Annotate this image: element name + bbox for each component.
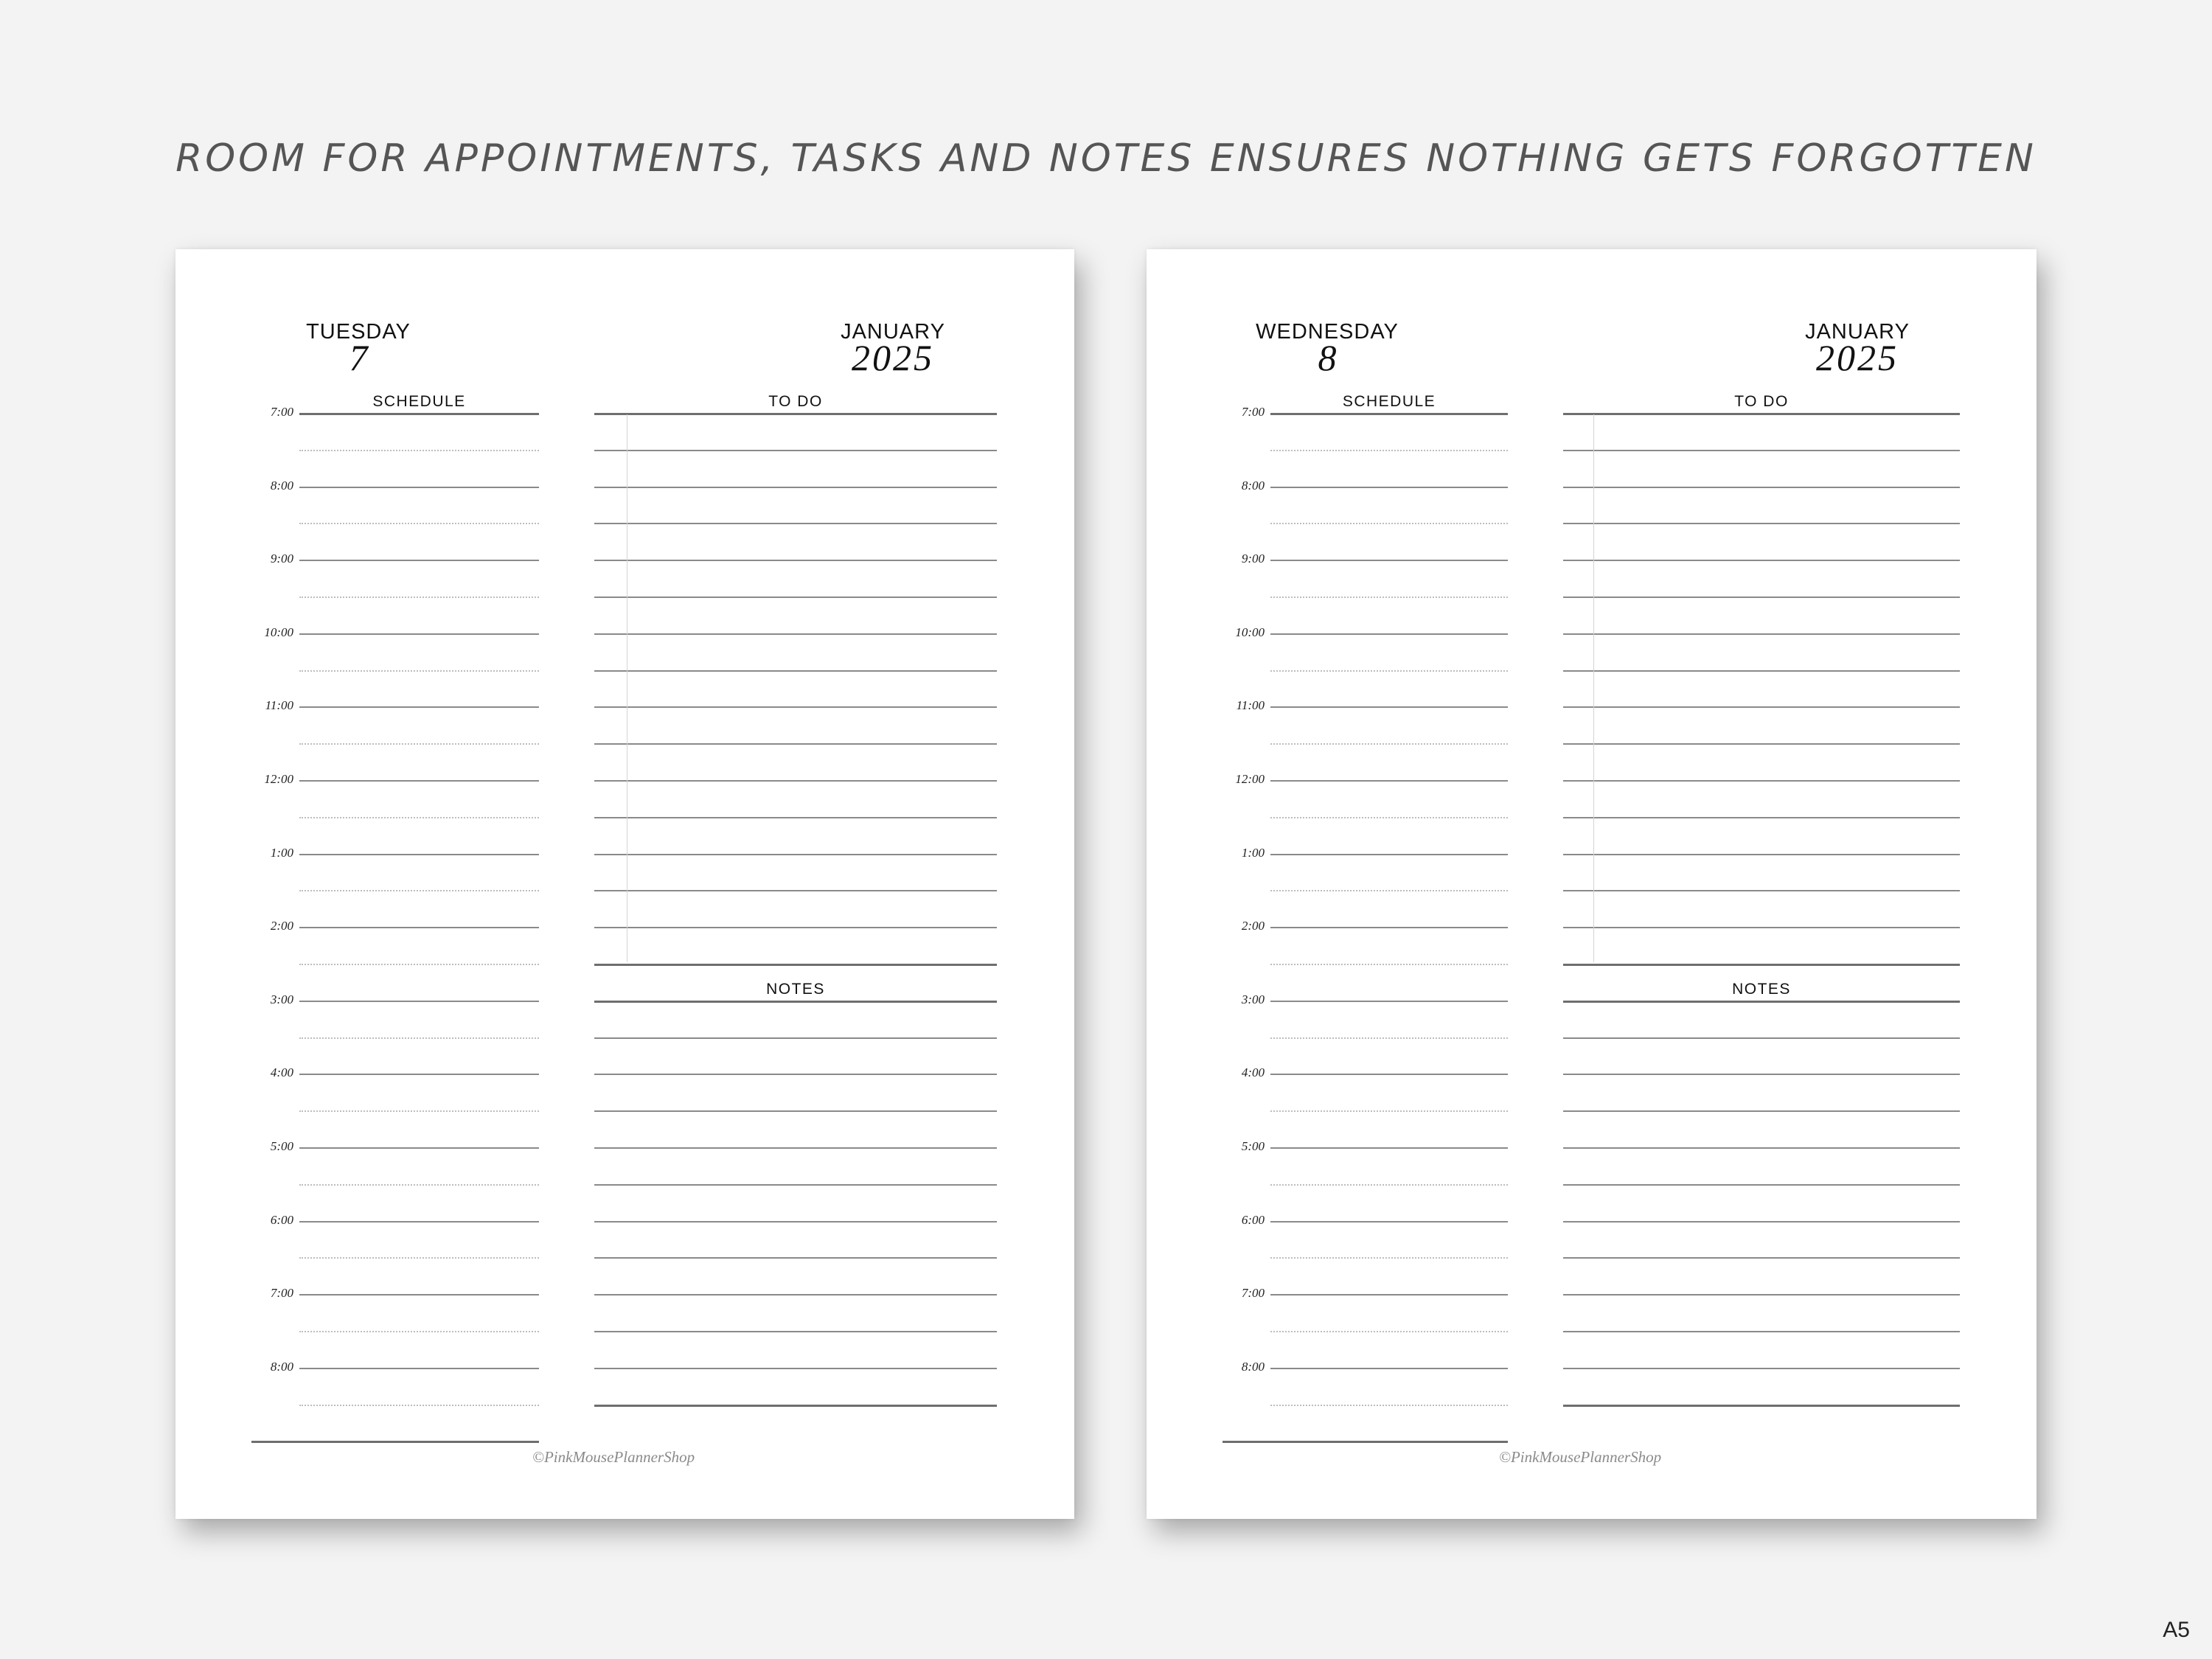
notes-line [1563,1147,1960,1149]
schedule-half-hour-line [299,1037,539,1039]
todo-line [594,560,997,561]
schedule-hour-line [1270,413,1508,415]
schedule-half-hour-line [299,1331,539,1332]
schedule-label: SCHEDULE [372,393,466,410]
planner-page-tuesday [175,249,1074,1519]
time-label: 6:00 [1241,1212,1265,1227]
schedule-hour-line [299,633,539,635]
time-label: 12:00 [1235,772,1265,786]
time-label: 8:00 [270,478,293,493]
notes-line [1563,1257,1960,1259]
todo-line [1563,964,1960,966]
schedule-hour-line [299,1294,539,1295]
schedule-bottom-line [1222,1441,1508,1443]
todo-line [1563,597,1960,598]
schedule-hour-line [299,1147,539,1149]
day-name: TUESDAY [306,320,411,344]
todo-line [1563,633,1960,635]
todo-line [594,964,997,966]
notes-line [1563,1331,1960,1332]
todo-line [1563,560,1960,561]
time-label: 3:00 [1241,992,1265,1006]
time-label: 10:00 [1235,625,1265,639]
schedule-hour-line [1270,560,1508,561]
notes-label: NOTES [766,980,825,998]
time-label: 11:00 [265,698,293,713]
todo-line [594,450,997,451]
schedule-hour-line [1270,1221,1508,1222]
schedule-half-hour-line [299,890,539,891]
time-label: 4:00 [1241,1065,1265,1080]
todo-line [594,890,997,891]
notes-line [594,1147,997,1149]
schedule-hour-line [1270,1074,1508,1075]
schedule-half-hour-line [299,450,539,451]
time-label: 5:00 [1241,1139,1265,1153]
schedule-hour-line [1270,927,1508,928]
schedule-half-hour-line [1270,1257,1508,1259]
time-label: 8:00 [270,1359,293,1374]
notes-line [1563,1001,1960,1003]
shop-signature: ©PinkMousePlannerShop [1499,1448,1662,1467]
todo-line [594,523,997,524]
schedule-hour-line [299,413,539,415]
todo-line [594,817,997,818]
day-name: WEDNESDAY [1256,320,1399,344]
schedule-hour-line [1270,633,1508,635]
schedule-half-hour-line [299,964,539,965]
todo-line [1563,890,1960,891]
time-label: 7:00 [270,405,293,419]
time-label: 2:00 [270,919,293,933]
notes-line [594,1074,997,1075]
time-label: 7:00 [270,1286,293,1301]
time-label: 4:00 [270,1065,293,1080]
todo-line [594,854,997,855]
schedule-half-hour-line [1270,597,1508,598]
schedule-half-hour-line [1270,1184,1508,1186]
day-number: 8 [1318,337,1337,378]
headline: ROOM FOR APPOINTMENTS, TASKS AND NOTES ENSURES NOTHING GETS FORGOTTEN [175,136,2037,181]
schedule-hour-line [299,854,539,855]
notes-line [594,1257,997,1259]
notes-line [594,1110,997,1112]
todo-line [594,670,997,672]
notes-line [1563,1405,1960,1407]
schedule-half-hour-line [299,1405,539,1406]
notes-line [594,1331,997,1332]
schedule-hour-line [1270,487,1508,488]
schedule-half-hour-line [1270,1331,1508,1332]
todo-line [594,633,997,635]
paper-size-label: A5 [2163,1618,2190,1642]
planner-page-wednesday [1147,249,2037,1519]
time-label: 2:00 [1241,919,1265,933]
schedule-hour-line [1270,1294,1508,1295]
todo-line [1563,927,1960,928]
todo-line [594,927,997,928]
time-label: 7:00 [1241,405,1265,419]
schedule-hour-line [299,1221,539,1222]
schedule-half-hour-line [1270,964,1508,965]
todo-label: TO DO [1734,393,1789,410]
time-label: 1:00 [1241,845,1265,860]
todo-line [1563,706,1960,708]
schedule-half-hour-line [299,597,539,598]
schedule-half-hour-line [1270,1405,1508,1406]
todo-line [1563,413,1960,415]
todo-line [1563,523,1960,524]
schedule-hour-line [1270,706,1508,708]
month-name: JANUARY [1805,320,1910,344]
schedule-half-hour-line [1270,450,1508,451]
schedule-hour-line [1270,780,1508,782]
notes-line [594,1368,997,1369]
schedule-bottom-line [251,1441,539,1443]
todo-line [1563,854,1960,855]
schedule-half-hour-line [1270,523,1508,524]
notes-label: NOTES [1732,980,1791,998]
schedule-half-hour-line [1270,670,1508,672]
notes-line [594,1405,997,1407]
schedule-label: SCHEDULE [1342,393,1436,410]
schedule-hour-line [299,706,539,708]
notes-line [1563,1110,1960,1112]
schedule-hour-line [1270,1147,1508,1149]
time-label: 6:00 [270,1212,293,1227]
shop-signature: ©PinkMousePlannerShop [532,1448,695,1467]
todo-checkbox-divider [1593,414,1594,962]
schedule-half-hour-line [1270,890,1508,891]
notes-line [1563,1037,1960,1039]
schedule-half-hour-line [299,743,539,745]
time-label: 7:00 [1241,1286,1265,1301]
schedule-half-hour-line [299,1184,539,1186]
schedule-hour-line [299,1368,539,1369]
time-label: 11:00 [1236,698,1265,713]
year: 2025 [852,337,934,378]
time-label: 9:00 [270,552,293,566]
time-label: 9:00 [1241,552,1265,566]
schedule-hour-line [299,487,539,488]
notes-line [1563,1294,1960,1295]
todo-line [1563,670,1960,672]
schedule-hour-line [299,780,539,782]
schedule-half-hour-line [1270,1110,1508,1112]
time-label: 1:00 [270,845,293,860]
notes-line [1563,1221,1960,1222]
notes-line [1563,1074,1960,1075]
todo-line [1563,780,1960,782]
todo-line [594,743,997,745]
todo-line [594,597,997,598]
notes-line [594,1294,997,1295]
notes-line [594,1221,997,1222]
schedule-half-hour-line [299,1110,539,1112]
notes-line [594,1037,997,1039]
time-label: 8:00 [1241,1359,1265,1374]
schedule-half-hour-line [1270,743,1508,745]
schedule-hour-line [299,1074,539,1075]
todo-line [1563,817,1960,818]
schedule-hour-line [299,927,539,928]
todo-line [594,413,997,415]
todo-line [1563,743,1960,745]
todo-line [594,487,997,488]
time-label: 3:00 [270,992,293,1006]
schedule-half-hour-line [1270,1037,1508,1039]
schedule-hour-line [1270,1001,1508,1002]
schedule-hour-line [1270,1368,1508,1369]
todo-line [594,780,997,782]
notes-line [594,1184,997,1186]
time-label: 5:00 [270,1139,293,1153]
schedule-half-hour-line [299,817,539,818]
todo-line [594,706,997,708]
todo-label: TO DO [768,393,823,410]
day-number: 7 [349,337,368,378]
schedule-hour-line [299,560,539,561]
notes-line [1563,1368,1960,1369]
schedule-hour-line [1270,854,1508,855]
time-label: 10:00 [264,625,293,639]
month-name: JANUARY [841,320,945,344]
time-label: 8:00 [1241,478,1265,493]
year: 2025 [1816,337,1899,378]
schedule-hour-line [299,1001,539,1002]
notes-line [1563,1184,1960,1186]
time-label: 12:00 [264,772,293,786]
todo-line [1563,487,1960,488]
schedule-half-hour-line [299,670,539,672]
schedule-half-hour-line [299,1257,539,1259]
schedule-half-hour-line [1270,817,1508,818]
todo-line [1563,450,1960,451]
notes-line [594,1001,997,1003]
schedule-half-hour-line [299,523,539,524]
